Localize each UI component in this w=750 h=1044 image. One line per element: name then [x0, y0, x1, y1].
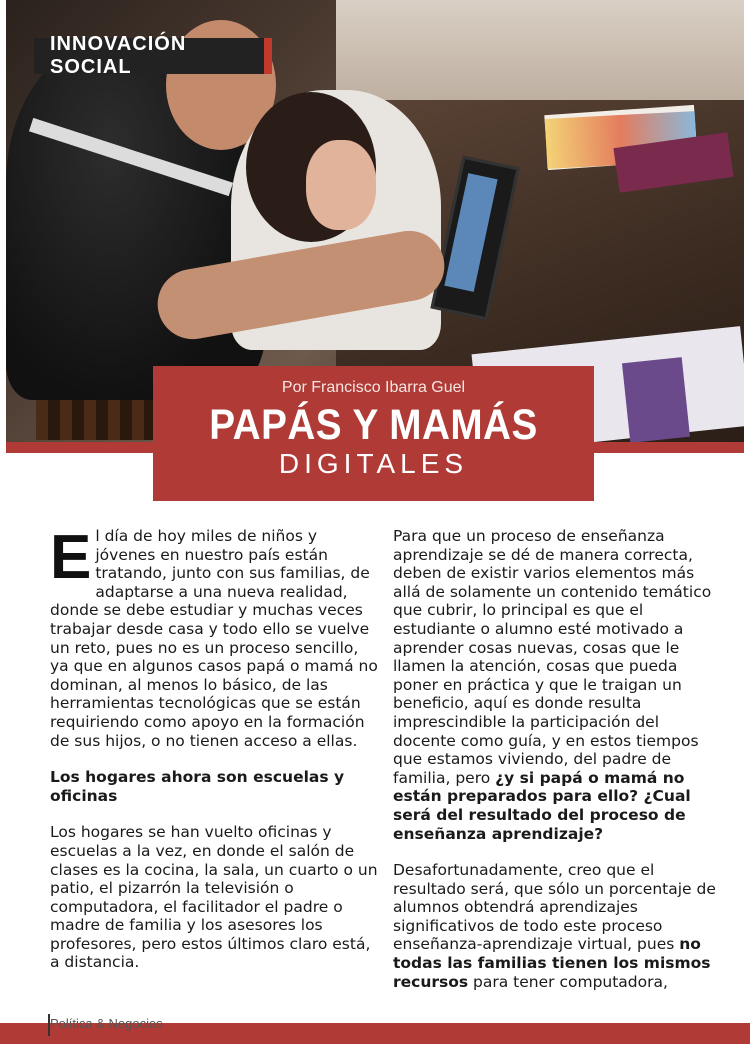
section-subhead: Los hogares ahora son escuelas y oficinas — [50, 768, 345, 805]
article-column-right — [393, 527, 723, 991]
bold-question: ¿y si papá o mamá no están preparados para ello? ¿Cual será del resultado del proceso de enseñanza aprendizaje? — [393, 768, 691, 843]
paragraph: Desafortunadamente, creo que el resultado será, que sólo un porcentaje de alumnos obtendrá aprendizajes significativos de todo este proceso enseñanza-aprendizaje virtual, pues no todas las familias tienen los mismos recursos para tener computadora, — [393, 861, 716, 991]
paragraph: El día de hoy miles de niños y jóvenes en nuestro país están tratando, junto con sus familias, de adaptarse a una nueva realidad, donde se debe estudiar y muchas veces trabajar desde casa y todo ello se vuelve un reto, pues no es un proceso sencillo, ya que en algunos casos papá o mamá no dominan, al menos lo básico, de las herramientas tecnológicas que se están requiriendo como apoyo en la formación de sus hijos, o no tienen acceso a ellas. — [50, 523, 378, 750]
article-subtitle: DIGITALES — [278, 448, 469, 479]
byline: Por Francisco Ibarra Guel — [281, 379, 466, 396]
drop-cap: E — [50, 523, 92, 592]
section-label: INNOVACIÓN SOCIAL — [50, 33, 187, 78]
paragraph: Para que un proceso de enseñanza aprendizaje se dé de manera correcta, deben de existir varios elementos más allá de solamente un contenido temático que cubrir, lo principal es que el estudiante o alumno esté motivado a aprender cosas nuevas, cosas que le llamen la atención, cosas que pueda poner en práctica y que le traigan un beneficio, aquí es donde resulta imprescindible la participación del docente como guía, y en estos tiempos que estamos viviendo, del padre de familia, pero ¿y si papá o mamá no están preparados para ello? ¿Cual será del resultado del proceso de enseñanza aprendizaje? — [393, 527, 712, 843]
article-column-left — [50, 523, 378, 972]
footer-publication: Política & Negocios — [50, 1016, 163, 1031]
section-tag — [34, 33, 272, 78]
title-box — [153, 366, 594, 501]
article-title: PAPÁS Y MAMÁS — [209, 401, 538, 449]
paragraph: Los hogares se han vuelto oficinas y escuelas a la vez, en donde el salón de clases es la cocina, la sala, un cuarto o un patio, el pizarrón la televisión o computadora, el facilitador el padre o madre de familia y los asesores los profesores, pero estos últimos claro está, a distancia. — [50, 823, 378, 972]
bold-emphasis: no todas las familias tienen los mismos recursos — [393, 935, 711, 991]
